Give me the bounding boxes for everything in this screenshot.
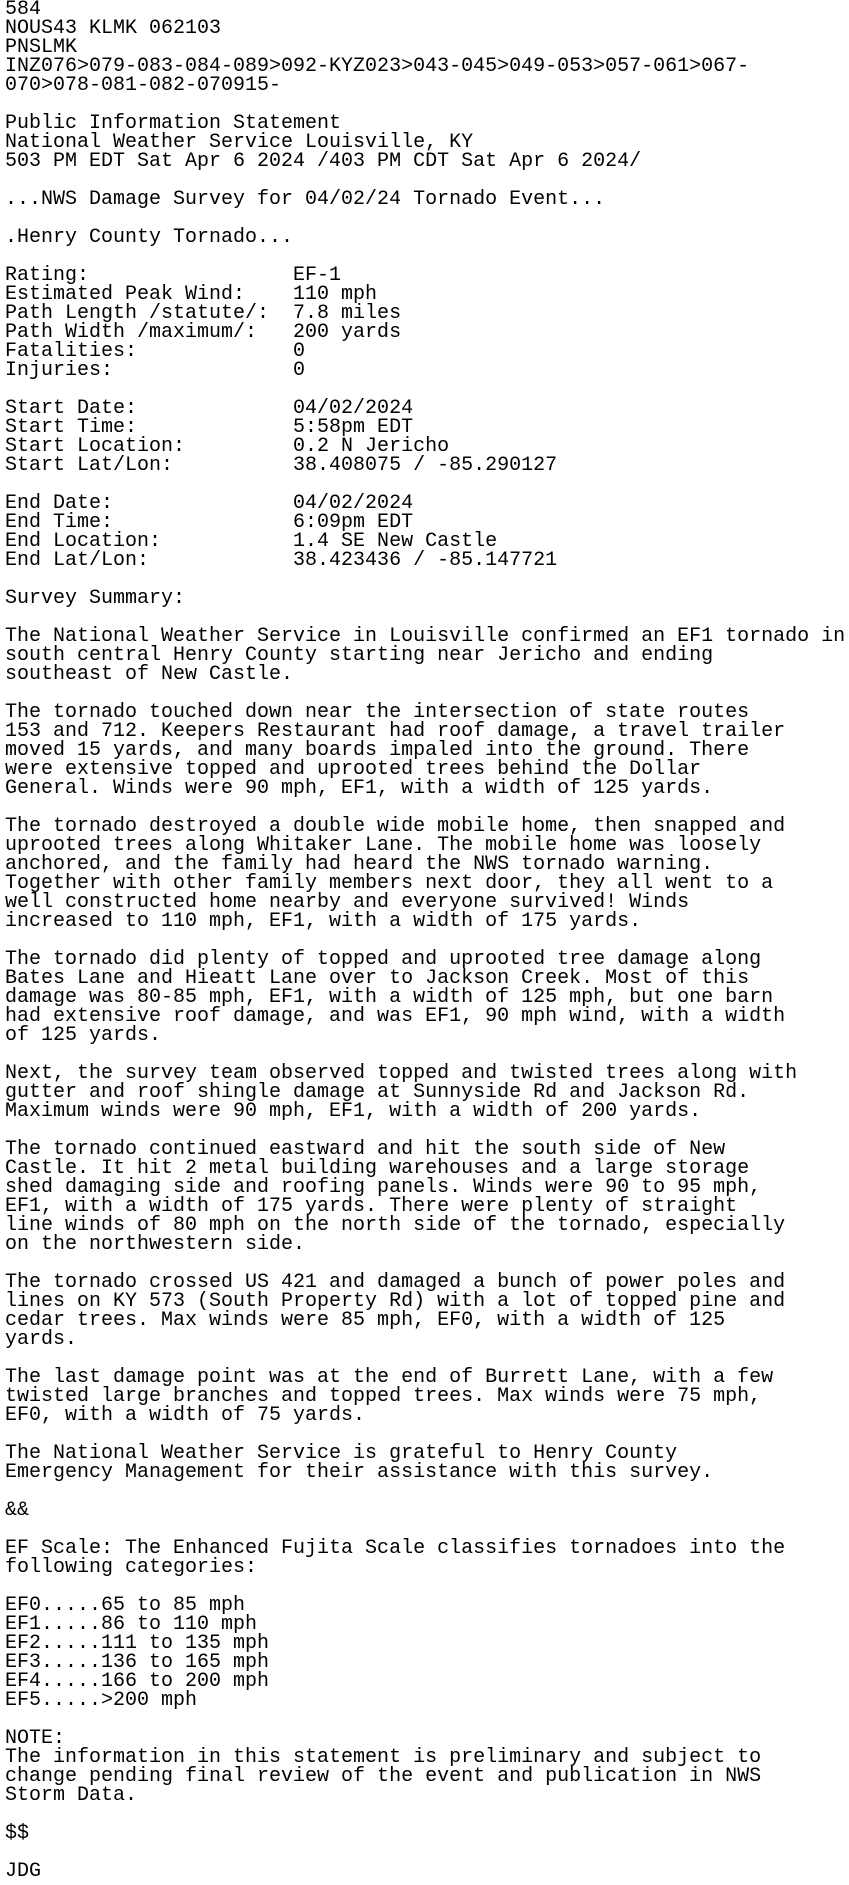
statement-line: Castle. It hit 2 metal building warehouses and a large storage xyxy=(5,1157,750,1180)
blank-line xyxy=(5,1710,849,1729)
statement-line: The National Weather Service is grateful to Henry County xyxy=(5,1442,678,1465)
statement-line: The tornado crossed US 421 and damaged a bunch of power poles and xyxy=(5,1271,786,1294)
statement-line: Path Length /statute/: 7.8 miles xyxy=(5,302,402,325)
statement-line: cedar trees. Max winds were 85 mph, EF0, with a width of 125 xyxy=(5,1309,726,1332)
statement-line: gutter and roof shingle damage at Sunnyside Rd and Jackson Rd. xyxy=(5,1081,750,1104)
statement-line: EF0, with a width of 75 yards. xyxy=(5,1404,366,1427)
statement-line: End Location: 1.4 SE New Castle xyxy=(5,530,498,553)
statement-line: EF1, with a width of 175 yards. There were plenty of straight xyxy=(5,1195,738,1218)
statement-line: shed damaging side and roofing panels. Winds were 90 to 95 mph, xyxy=(5,1176,762,1199)
statement-line: JDG xyxy=(5,1860,42,1883)
statement-line: of 125 yards. xyxy=(5,1024,162,1047)
statement-line: on the northwestern side. xyxy=(5,1233,306,1256)
statement-line: Start Time: 5:58pm EDT xyxy=(5,416,414,439)
statement-line: The information in this statement is preliminary and subject to xyxy=(5,1746,762,1769)
statement-line: 584 xyxy=(5,0,42,21)
statement-line: change pending final review of the event and publication in NWS xyxy=(5,1765,762,1788)
statement-line: End Time: 6:09pm EDT xyxy=(5,511,414,534)
statement-line: Path Width /maximum/: 200 yards xyxy=(5,321,402,344)
statement-line: EF4.....166 to 200 mph xyxy=(5,1670,270,1693)
statement-line: EF3.....136 to 165 mph xyxy=(5,1651,270,1674)
statement-line: The National Weather Service in Louisville confirmed an EF1 tornado in xyxy=(5,625,846,648)
statement-line: NOUS43 KLMK 062103 xyxy=(5,17,222,40)
statement-line: moved 15 yards, and many boards impaled into the ground. There xyxy=(5,739,750,762)
statement-line: damage was 80-85 mph, EF1, with a width of 125 mph, but one barn xyxy=(5,986,774,1009)
statement-line: NOTE: xyxy=(5,1727,66,1750)
statement-line: .Henry County Tornado... xyxy=(5,226,294,249)
statement-line: Emergency Management for their assistance with this survey. xyxy=(5,1461,714,1484)
statement-line: && xyxy=(5,1499,30,1522)
statement-line: twisted large branches and topped trees. Max winds were 75 mph, xyxy=(5,1385,762,1408)
statement-line: had extensive roof damage, and was EF1, 90 mph wind, with a width xyxy=(5,1005,786,1028)
statement-line: ...NWS Damage Survey for 04/02/24 Tornado Event... xyxy=(5,188,606,211)
statement-line: Maximum winds were 90 mph, EF1, with a width of 200 yards. xyxy=(5,1100,702,1123)
statement-line: increased to 110 mph, EF1, with a width of 175 yards. xyxy=(5,910,642,933)
statement-line: General. Winds were 90 mph, EF1, with a width of 125 yards. xyxy=(5,777,714,800)
statement-line: well constructed home nearby and everyone survived! Winds xyxy=(5,891,690,914)
statement-line: lines on KY 573 (South Property Rd) with a lot of topped pine and xyxy=(5,1290,786,1313)
statement-line: INZ076>079-083-084-089>092-KYZ023>043-045>049-053>057-061>067- xyxy=(5,55,750,78)
statement-line: National Weather Service Louisville, KY xyxy=(5,131,474,154)
statement-line: $$ xyxy=(5,1822,30,1845)
statement-line: EF Scale: The Enhanced Fujita Scale classifies tornadoes into the xyxy=(5,1537,786,1560)
statement-line: Estimated Peak Wind: 110 mph xyxy=(5,283,378,306)
statement-line: line winds of 80 mph on the north side of the tornado, especially xyxy=(5,1214,786,1237)
statement-line: Public Information Statement xyxy=(5,112,342,135)
statement-line: EF5.....>200 mph xyxy=(5,1689,198,1712)
statement-line: Survey Summary: xyxy=(5,587,186,610)
statement-line: PNSLMK xyxy=(5,36,78,59)
statement-line: Rating: EF-1 xyxy=(5,264,342,287)
statement-line: Fatalities: 0 xyxy=(5,340,306,363)
blank-line xyxy=(5,1843,849,1862)
statement-line: Next, the survey team observed topped and twisted trees along with xyxy=(5,1062,798,1085)
statement-line: The tornado did plenty of topped and uprooted tree damage along xyxy=(5,948,762,971)
statement-line: following categories: xyxy=(5,1556,258,1579)
statement-line: Injuries: 0 xyxy=(5,359,306,382)
statement-line: were extensive topped and uprooted trees behind the Dollar xyxy=(5,758,702,781)
blank-line xyxy=(5,1805,849,1824)
statement-line: uprooted trees along Whitaker Lane. The mobile home was loosely xyxy=(5,834,762,857)
statement-line: The tornado destroyed a double wide mobile home, then snapped and xyxy=(5,815,786,838)
statement-line: 503 PM EDT Sat Apr 6 2024 /403 PM CDT Sat Apr 6 2024/ xyxy=(5,150,642,173)
statement-line: yards. xyxy=(5,1328,78,1351)
statement-line: EF1.....86 to 110 mph xyxy=(5,1613,258,1636)
statement-line: EF2.....111 to 135 mph xyxy=(5,1632,270,1655)
statement-line: The tornado touched down near the intersection of state routes xyxy=(5,701,750,724)
statement-line: Storm Data. xyxy=(5,1784,138,1807)
statement-line: Bates Lane and Hieatt Lane over to Jackson Creek. Most of this xyxy=(5,967,750,990)
statement-line: 070>078-081-082-070915- xyxy=(5,74,282,97)
statement-line: 153 and 712. Keepers Restaurant had roof damage, a travel trailer xyxy=(5,720,786,743)
statement-line: Start Location: 0.2 N Jericho xyxy=(5,435,450,458)
statement-line: Together with other family members next door, they all went to a xyxy=(5,872,774,895)
statement-line: EF0.....65 to 85 mph xyxy=(5,1594,246,1617)
blank-line xyxy=(5,1482,849,1501)
statement-line: End Date: 04/02/2024 xyxy=(5,492,414,515)
statement-line: End Lat/Lon: 38.423436 / -85.147721 xyxy=(5,549,558,572)
statement-line: southeast of New Castle. xyxy=(5,663,294,686)
statement-line: Start Lat/Lon: 38.408075 / -85.290127 xyxy=(5,454,558,477)
statement-line: Start Date: 04/02/2024 xyxy=(5,397,414,420)
statement-line: south central Henry County starting near Jericho and ending xyxy=(5,644,714,667)
statement-line: The last damage point was at the end of Burrett Lane, with a few xyxy=(5,1366,774,1389)
statement-line: anchored, and the family had heard the NWS tornado warning. xyxy=(5,853,714,876)
statement-line: The tornado continued eastward and hit the south side of New xyxy=(5,1138,726,1161)
